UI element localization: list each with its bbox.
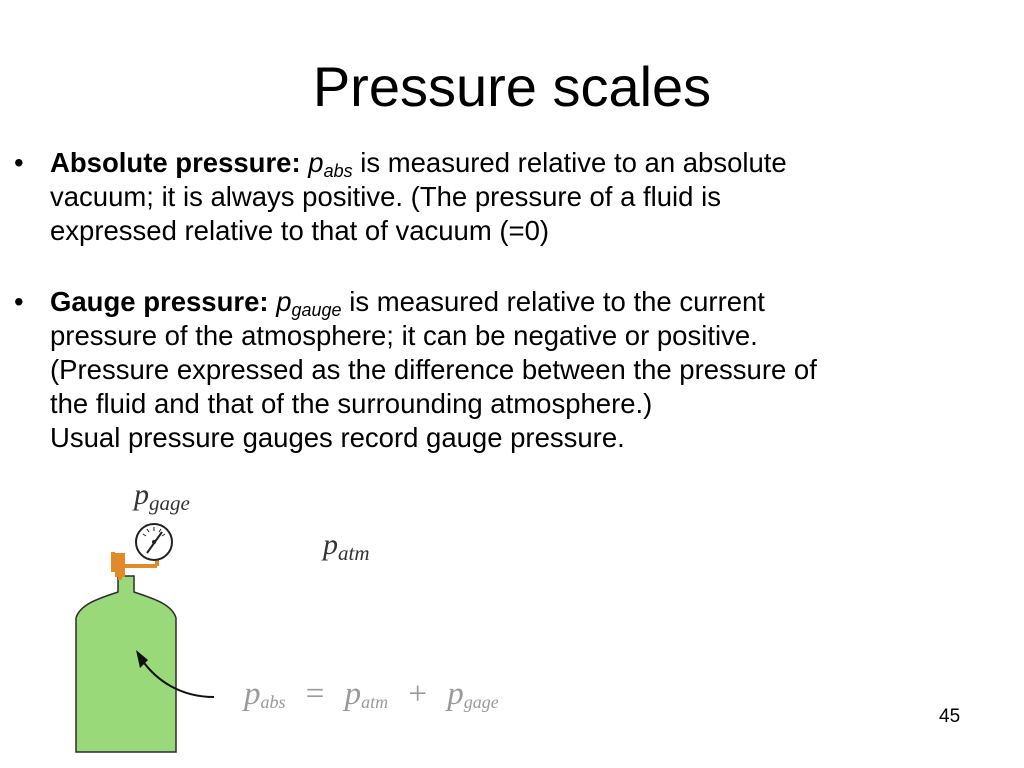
page-number: 45 — [939, 706, 961, 727]
bullet-marker: • — [14, 286, 24, 317]
bullet-line: Gauge pressure: $p_{gauge}$ is measured relative to the current — [50, 286, 765, 320]
bullet-line: vacuum; it is always positive. (The pressure of a fluid is — [50, 181, 721, 212]
symbol-p-gauge: $p_{gauge}$ — [276, 286, 342, 320]
term-absolute-pressure: Absolute pressure: — [50, 147, 301, 178]
gas-tank — [76, 576, 176, 752]
valve-body — [115, 553, 125, 577]
atmospheric-pressure-label: $p_{atm}$ — [323, 528, 370, 565]
bullet-line: pressure of the atmosphere; it can be negative or positive. — [50, 320, 758, 351]
slide-title: Pressure scales — [312, 55, 712, 118]
gauge-icon — [136, 524, 172, 560]
pressure-equation: $p_{abs} = p_{atm} + p_{gage}$ — [244, 676, 499, 712]
bullet-line: expressed relative to that of vacuum (=0) — [50, 215, 550, 246]
bullet-marker: • — [14, 147, 24, 178]
bullet-line: Absolute pressure: $p_{abs}$ is measured relative to an absolute — [50, 147, 787, 181]
gauge-pressure-label: $p_{gage}$ — [134, 478, 190, 515]
symbol-p-abs: $p_{abs}$ — [308, 147, 353, 181]
bullet-line: the fluid and that of the surrounding atmosphere.) — [50, 388, 653, 419]
bullet-line: Usual pressure gauges record gauge pressure. — [50, 422, 625, 453]
bullet-line: (Pressure expressed as the difference between the pressure of — [50, 354, 817, 385]
term-gauge-pressure: Gauge pressure: — [50, 286, 269, 317]
